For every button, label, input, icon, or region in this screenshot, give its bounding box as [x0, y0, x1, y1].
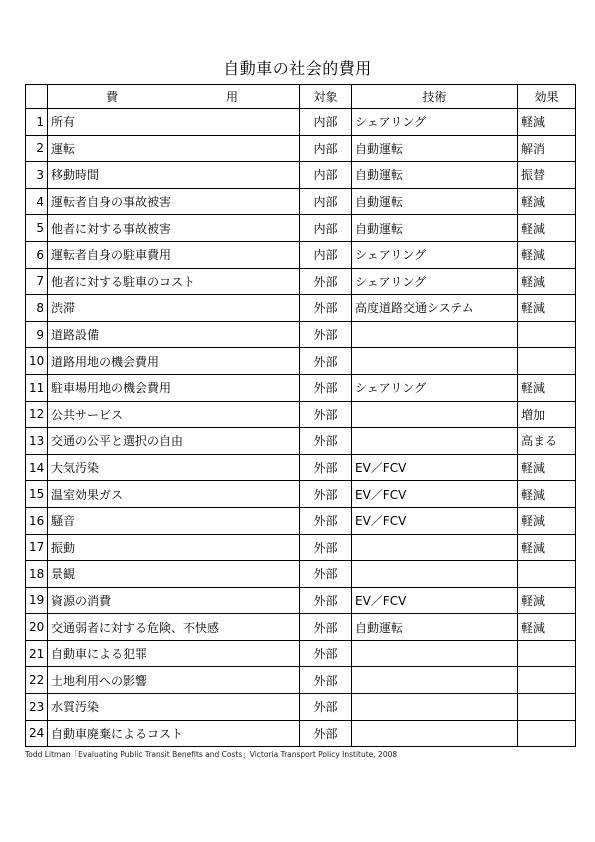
technology-cell: シェアリング: [352, 109, 518, 136]
effect-cell: 解消: [518, 135, 576, 162]
table-row: [26, 348, 576, 375]
target-cell: 外部: [300, 428, 352, 455]
table-row: [26, 321, 576, 348]
effect-cell: [518, 720, 576, 747]
target-cell: 内部: [300, 162, 352, 189]
row-number: 11: [26, 374, 48, 401]
row-number: 2: [26, 135, 48, 162]
cost-item: 駐車場用地の機会費用: [48, 374, 300, 401]
technology-cell: 自動運転: [352, 188, 518, 215]
table-row: [26, 215, 576, 242]
cost-item: 自動車廃棄によるコスト: [48, 720, 300, 747]
technology-cell: 自動運転: [352, 215, 518, 242]
table-row: [26, 295, 576, 322]
technology-cell: シェアリング: [352, 268, 518, 295]
target-cell: 内部: [300, 135, 352, 162]
cost-item: 他者に対する事故被害: [48, 215, 300, 242]
row-number: 5: [26, 215, 48, 242]
effect-cell: 軽減: [518, 241, 576, 268]
row-number: 10: [26, 348, 48, 375]
row-number: 17: [26, 534, 48, 561]
effect-cell: 軽減: [518, 454, 576, 481]
table-row: [26, 614, 576, 641]
technology-cell: EV／FCV: [352, 481, 518, 508]
target-cell: 外部: [300, 348, 352, 375]
cost-item: 土地利用への影響: [48, 667, 300, 694]
technology-cell: 自動運転: [352, 614, 518, 641]
cost-item: 公共サービス: [48, 401, 300, 428]
table-row: [26, 241, 576, 268]
table-row: [26, 720, 576, 747]
target-cell: 外部: [300, 587, 352, 614]
target-cell: 外部: [300, 720, 352, 747]
effect-cell: 軽減: [518, 109, 576, 136]
target-cell: 外部: [300, 268, 352, 295]
cost-item: 大気汚染: [48, 454, 300, 481]
effect-cell: 軽減: [518, 507, 576, 534]
target-cell: 外部: [300, 614, 352, 641]
cost-item: 資源の消費: [48, 587, 300, 614]
cost-item: 騒音: [48, 507, 300, 534]
technology-cell: 自動運転: [352, 162, 518, 189]
header-number: [26, 85, 48, 109]
row-number: 12: [26, 401, 48, 428]
effect-cell: 軽減: [518, 188, 576, 215]
technology-cell: シェアリング: [352, 374, 518, 401]
effect-cell: 軽減: [518, 587, 576, 614]
target-cell: 外部: [300, 667, 352, 694]
technology-cell: 高度道路交通システム: [352, 295, 518, 322]
target-cell: 外部: [300, 534, 352, 561]
cost-item: 交通の公平と選択の自由: [48, 428, 300, 455]
cost-item: 所有: [48, 109, 300, 136]
effect-cell: 軽減: [518, 295, 576, 322]
cost-item: 道路用地の機会費用: [48, 348, 300, 375]
cost-item: 交通弱者に対する危険、不快感: [48, 614, 300, 641]
technology-cell: [352, 561, 518, 588]
target-cell: 外部: [300, 694, 352, 721]
technology-cell: 自動運転: [352, 135, 518, 162]
row-number: 14: [26, 454, 48, 481]
row-number: 22: [26, 667, 48, 694]
cost-item: 自動車による犯罪: [48, 640, 300, 667]
row-number: 8: [26, 295, 48, 322]
page-title: 自動車の社会的費用: [223, 59, 372, 78]
table-row: [26, 268, 576, 295]
technology-cell: [352, 534, 518, 561]
effect-cell: 高まる: [518, 428, 576, 455]
cost-item: 他者に対する駐車のコスト: [48, 268, 300, 295]
cost-item: 移動時間: [48, 162, 300, 189]
effect-cell: [518, 321, 576, 348]
table-row: [26, 374, 576, 401]
target-cell: 外部: [300, 295, 352, 322]
cost-item: 運転: [48, 135, 300, 162]
header-technology: 技術: [352, 85, 518, 109]
target-cell: 内部: [300, 215, 352, 242]
effect-cell: [518, 348, 576, 375]
table-row: [26, 188, 576, 215]
table-row: [26, 694, 576, 721]
target-cell: 外部: [300, 507, 352, 534]
source-citation: Todd Litman「Evaluating Public Transit Benefits and Costs」Victoria Transport Policy Institute, 2008: [25, 750, 398, 759]
table-row: [26, 454, 576, 481]
technology-cell: [352, 428, 518, 455]
header-cost: 費 用: [48, 85, 300, 109]
target-cell: 内部: [300, 188, 352, 215]
row-number: 16: [26, 507, 48, 534]
table-row: [26, 481, 576, 508]
effect-cell: [518, 640, 576, 667]
row-number: 7: [26, 268, 48, 295]
row-number: 21: [26, 640, 48, 667]
target-cell: 外部: [300, 454, 352, 481]
cost-item: 温室効果ガス: [48, 481, 300, 508]
technology-cell: シェアリング: [352, 241, 518, 268]
technology-cell: [352, 321, 518, 348]
social-cost-table: [25, 84, 576, 747]
table-row: [26, 428, 576, 455]
technology-cell: [352, 694, 518, 721]
row-number: 1: [26, 109, 48, 136]
target-cell: 外部: [300, 481, 352, 508]
technology-cell: [352, 401, 518, 428]
target-cell: 内部: [300, 241, 352, 268]
target-cell: 外部: [300, 401, 352, 428]
table-row: [26, 561, 576, 588]
effect-cell: 軽減: [518, 481, 576, 508]
effect-cell: [518, 694, 576, 721]
row-number: 23: [26, 694, 48, 721]
target-cell: 外部: [300, 374, 352, 401]
cost-item: 運転者自身の事故被害: [48, 188, 300, 215]
table-row: [26, 135, 576, 162]
cost-item: 渋滞: [48, 295, 300, 322]
row-number: 18: [26, 561, 48, 588]
effect-cell: [518, 667, 576, 694]
cost-item: 道路設備: [48, 321, 300, 348]
target-cell: 外部: [300, 640, 352, 667]
cost-item: 景観: [48, 561, 300, 588]
table-row: [26, 534, 576, 561]
technology-cell: [352, 667, 518, 694]
table-row: [26, 162, 576, 189]
header-effect: 効果: [518, 85, 576, 109]
cost-item: 振動: [48, 534, 300, 561]
row-number: 15: [26, 481, 48, 508]
row-number: 6: [26, 241, 48, 268]
effect-cell: 軽減: [518, 374, 576, 401]
table-row: [26, 507, 576, 534]
row-number: 19: [26, 587, 48, 614]
effect-cell: 増加: [518, 401, 576, 428]
effect-cell: 軽減: [518, 215, 576, 242]
table-row: [26, 640, 576, 667]
target-cell: 外部: [300, 561, 352, 588]
row-number: 9: [26, 321, 48, 348]
row-number: 4: [26, 188, 48, 215]
row-number: 20: [26, 614, 48, 641]
table-row: [26, 587, 576, 614]
target-cell: 内部: [300, 109, 352, 136]
row-number: 24: [26, 720, 48, 747]
target-cell: 外部: [300, 321, 352, 348]
cost-item: 運転者自身の駐車費用: [48, 241, 300, 268]
cost-item: 水質汚染: [48, 694, 300, 721]
technology-cell: EV／FCV: [352, 454, 518, 481]
table-row: [26, 667, 576, 694]
effect-cell: [518, 561, 576, 588]
row-number: 3: [26, 162, 48, 189]
effect-cell: 軽減: [518, 268, 576, 295]
technology-cell: EV／FCV: [352, 507, 518, 534]
table-row: [26, 109, 576, 136]
row-number: 13: [26, 428, 48, 455]
header-target: 対象: [300, 85, 352, 109]
technology-cell: EV／FCV: [352, 587, 518, 614]
effect-cell: 軽減: [518, 614, 576, 641]
technology-cell: [352, 640, 518, 667]
technology-cell: [352, 720, 518, 747]
table-row: [26, 401, 576, 428]
effect-cell: 軽減: [518, 534, 576, 561]
table-header-row: [26, 85, 576, 109]
technology-cell: [352, 348, 518, 375]
effect-cell: 振替: [518, 162, 576, 189]
